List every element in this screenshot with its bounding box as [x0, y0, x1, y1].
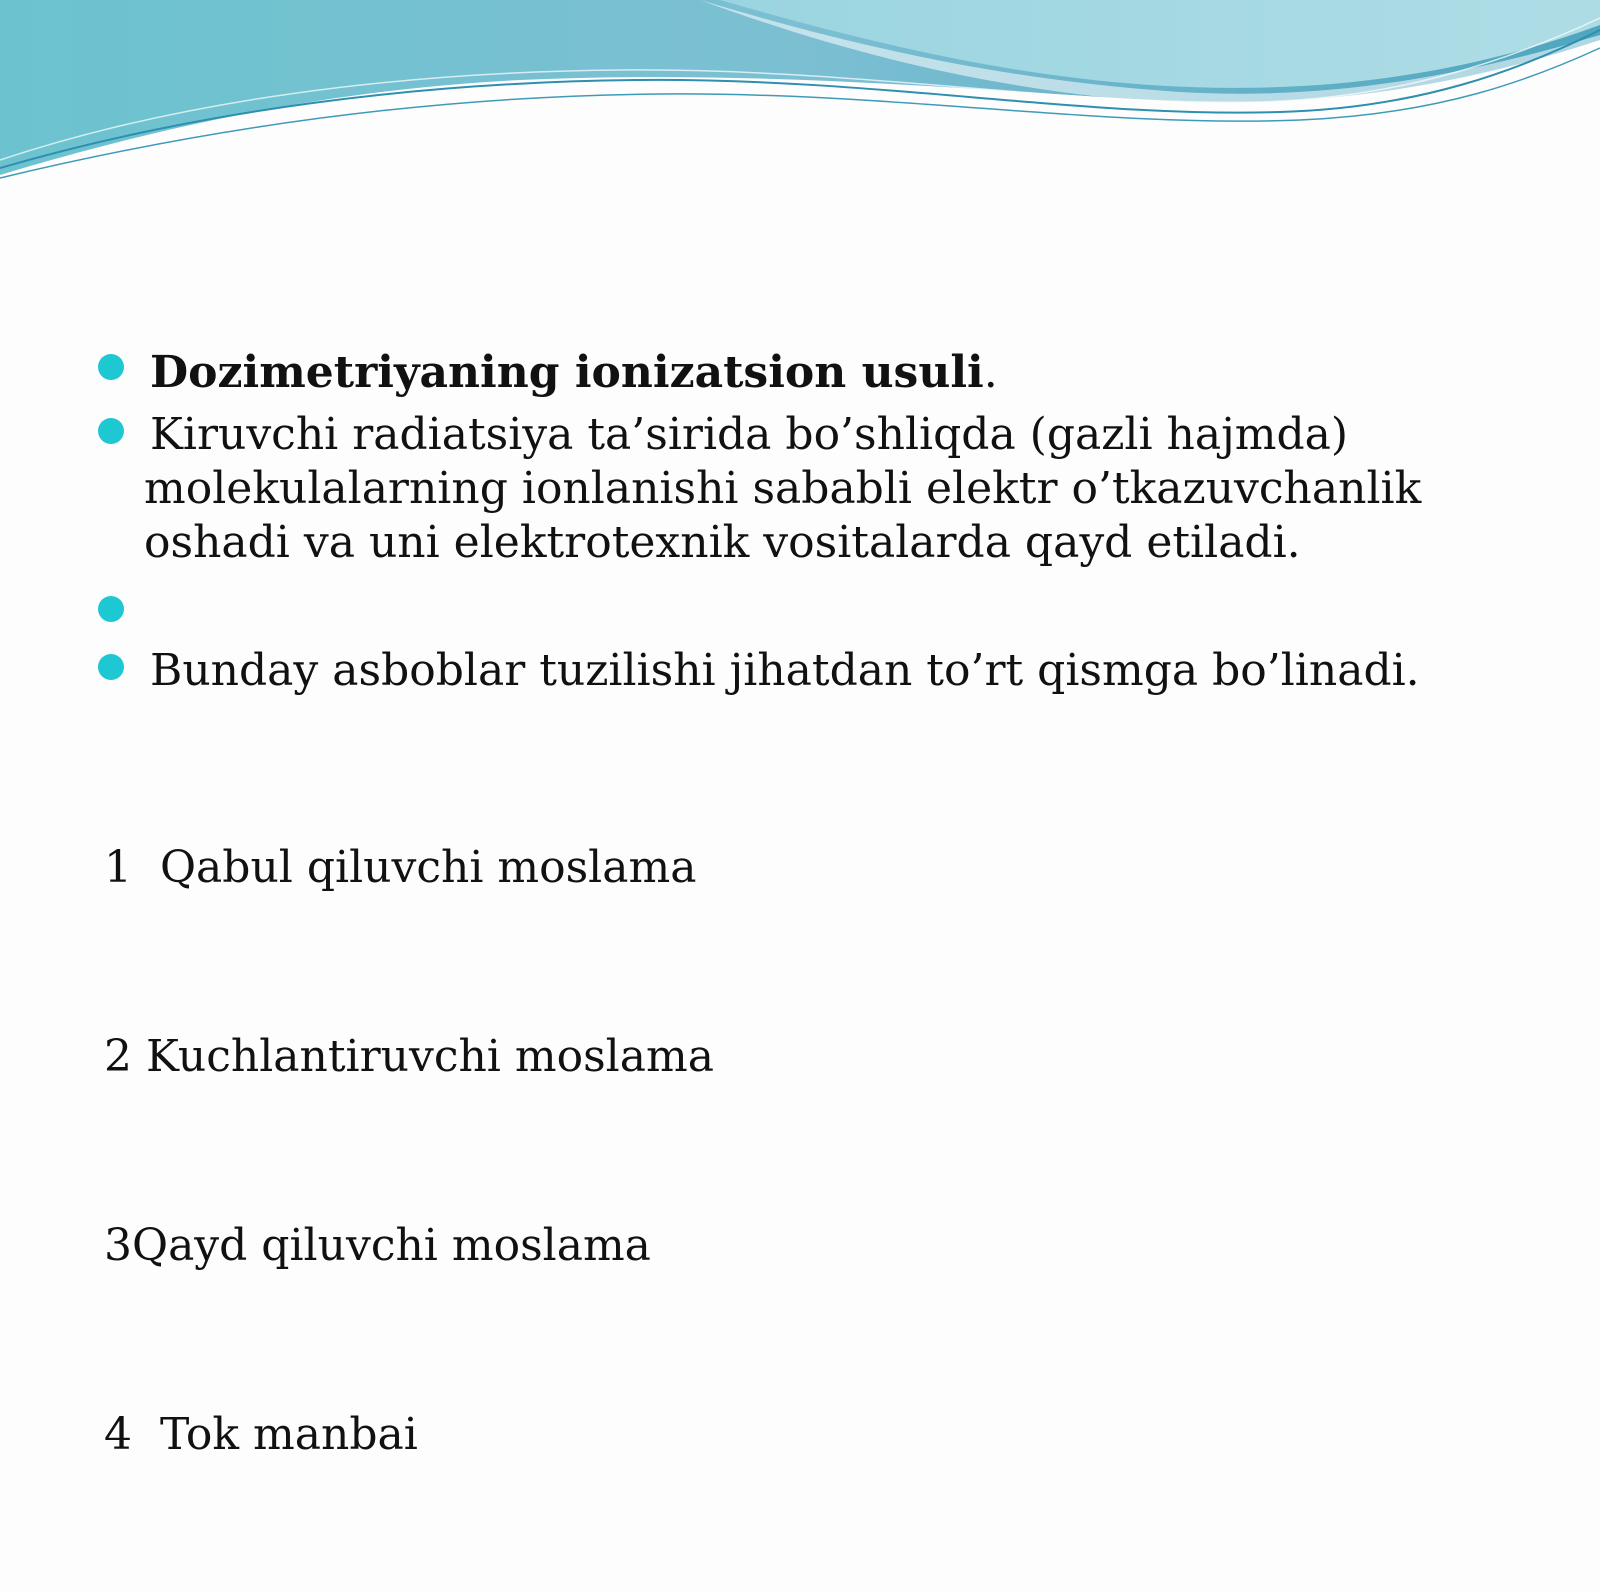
paragraph-2-text: Bunday asboblar tuzilishi jihatdan to’rt qismga bo’linadi. [150, 645, 1420, 696]
numbered-list [104, 710, 1578, 1592]
title-text: Dozimetriyaning ionizatsion usuli [150, 347, 984, 398]
list-item: 3Qayd qiluvchi moslama [104, 1220, 651, 1271]
list-item: 1 Qabul qiluvchi moslama [104, 842, 697, 893]
paragraph-1-line-1: Kiruvchi radiatsiya ta’sirida bo’shliqda (gazli hajmda) [150, 409, 1349, 460]
paragraph-1-line-3: oshadi va uni elektrotexnik vositalarda qayd etiladi. [144, 517, 1301, 568]
bullet-dot-icon [98, 418, 124, 444]
list-item: 4 Tok manbai [104, 1409, 418, 1460]
bullet-dot-icon [98, 654, 124, 680]
bullet-empty [98, 582, 1578, 638]
bullet-paragraph-1 [98, 408, 1578, 570]
bullet-dot-icon [98, 354, 124, 380]
list-item: 2 Kuchlantiruvchi moslama [104, 1031, 714, 1082]
bullet-title [98, 346, 1578, 400]
title-punct: . [983, 347, 998, 398]
bullet-dot-icon [98, 596, 124, 622]
header-wave-decoration [0, 0, 1600, 200]
slide-content [98, 346, 1578, 1592]
bullet-paragraph-2 [98, 644, 1578, 698]
paragraph-1-line-2: molekulalarning ionlanishi sababli elektr o’tkazuvchanlik [144, 463, 1422, 514]
